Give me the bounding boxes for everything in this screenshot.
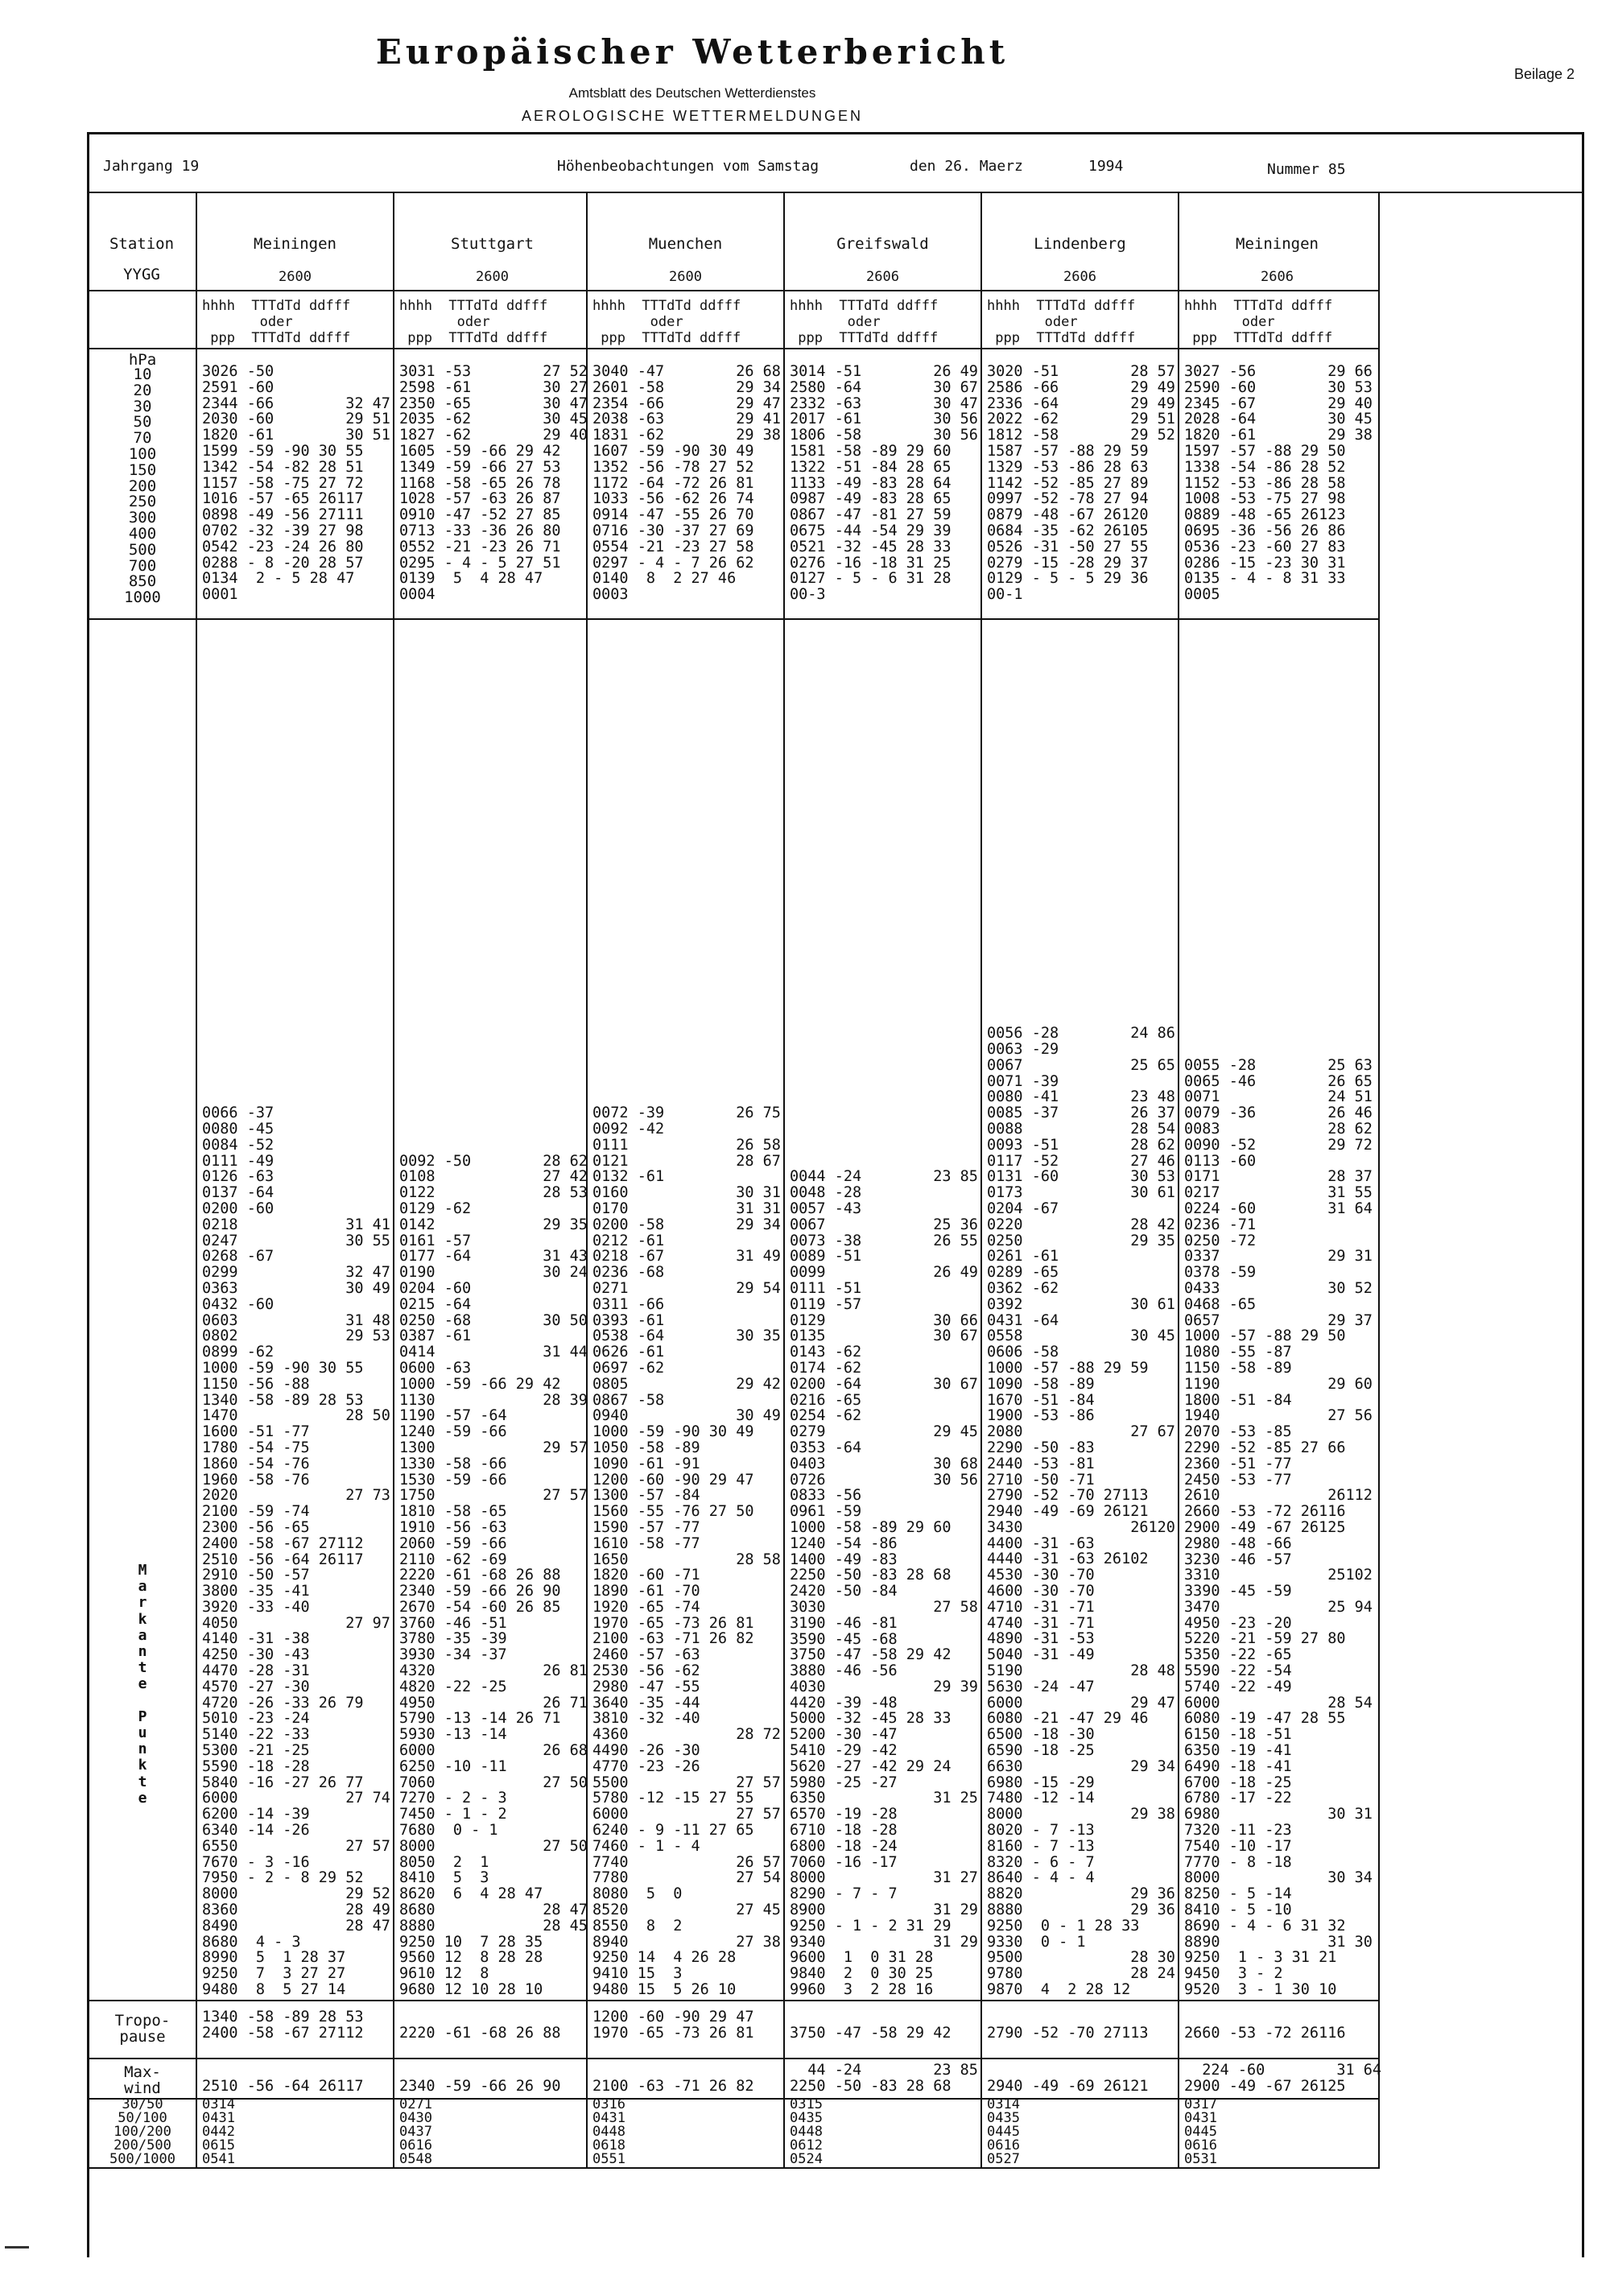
standard-levels: 3020 -51 28 57 2586 -66 29 49 2336 -64 29 49 2022 -62 29 51 1812 -58 29 52 1587 -57 -88 29 59 1329 -53 -86 28 63 1142 -52 -85 27 89 0997 -52 -78 27 94 0879 -48 -67 26120 0684 -35 -62 26105 0526 -31 -50 27 55 0279 -15 -28 29 37 0129 - 5 - 5 29 36 00-1 [987,363,1175,604]
rule-3 [87,2000,1378,2001]
pressure-level: 200 [128,477,157,495]
rule-0 [87,290,1378,291]
standard-levels: 3031 -53 27 52 2598 -61 30 27 2350 -65 30 47 2035 -62 30 45 1827 -62 29 40 1605 -59 -66 29 42 1349 -59 -66 27 53 1168 -58 -65 26 78 1028 -57 -63 26 87 0910 -47 -52 27 85 0713 -33 -36 26 80 0552 -21 -23 26 71 0295 - 4 - 5 27 51 0139 5 4 28 47 0004 [399,363,588,604]
tropopause-values: 2220 -61 -68 26 88 [399,2025,561,2042]
pressure-level: 10 [133,365,152,383]
significant-levels: 0072 -39 26 75 0092 -42 0111 26 58 0121 28 67 0132 -61 0160 30 31 0170 31 31 0200 -58 29 34 0212 -61 0218 -67 31 49 0236 -68 0271 29 54 0311 -66 0393 -61 0538 -64 30 35 0626 -61 0697 -62 0805 29 42 0867 -58 0940 30 49 1000 -59 -90 30 49 1050 -58 -89 1090 -61 -91 1200 -60 -90 29 47 1300 -57 -84 1560 -55 -76 27 50 1590 -57 -77 1610 -58 -77 1650 28 58 1820 -60 -71 1890 -61 -70 1920 -65 -74 1970 -65 -73 26 81 2100 -63 -71 26 82 2460 -57 -63 2530 -56 -62 2980 -47 -55 3640 -35 -44 3810 -32 -40 4360 28 72 4490 -26 -30 4770 -23 -26 5500 27 57 5780 -12 -15 27 55 6000 27 57 6240 - 9 -11 27 65 7460 - 1 - 4 7740 26 57 7780 27 54 8080 5 0 8520 27 45 8550 8 2 8940 27 38 9250 14 4 26 28 9410 15 3 9480 15 5 26 10 [592,1105,781,1999]
maxwind-values: 2340 -59 -66 26 90 [399,2078,561,2095]
maxwind-values: 44 -24 23 85 2250 -50 -83 28 68 [790,2062,978,2095]
side-letter: k [138,1610,147,1628]
station-yygg: 2606 [866,269,899,285]
station-yygg: 2606 [1261,269,1294,285]
maxwind-values: 2510 -56 -64 26117 [202,2078,364,2095]
side-letter: r [138,1594,147,1612]
pressure-level: 100 [128,445,157,463]
rule-4 [87,2058,1378,2059]
side-letter: P [138,1708,147,1725]
column-header: hhhh TTTdTd ddfff oder ppp TTTdTd ddfff [592,298,741,346]
report-title: Europäischer Wetterbericht [375,32,1009,72]
standard-levels: 3027 -56 29 66 2590 -60 30 53 2345 -67 29 40 2028 -64 30 45 1820 -61 29 38 1597 -57 -88 29 50 1338 -54 -86 28 52 1152 -53 -86 28 58 1008 -53 -75 27 98 0889 -48 -65 26123 0695 -36 -56 26 86 0536 -23 -60 27 83 0286 -15 -23 30 31 0135 - 4 - 8 31 33 0005 [1184,363,1373,604]
station-yygg: 2600 [669,269,702,285]
shear-label: 200/500 [114,2137,171,2154]
shear-label: 500/1000 [109,2151,175,2167]
pressure-level: 250 [128,493,157,511]
observation-year: 1994 [1088,158,1124,175]
tropopause-values: 3750 -47 -58 29 42 [790,2025,952,2042]
standard-levels: 3026 -50 2591 -60 2344 -66 32 47 2030 -60 29 51 1820 -61 30 51 1599 -59 -90 30 55 1342 -54 -82 28 51 1157 -58 -75 27 72 1016 -57 -65 26117 0898 -49 -56 27111 0702 -32 -39 27 98 0542 -23 -24 26 80 0288 - 8 -20 28 57 0134 2 - 5 28 47 0001 [202,363,390,604]
station-yygg: 2600 [279,269,312,285]
station-name: Greifswald [836,235,929,253]
rule-vertical-1 [393,192,394,2169]
observation-date: den 26. Maerz [910,158,1023,175]
station-name: Meiningen [254,235,336,253]
pressure-level: 700 [128,556,157,575]
significant-levels: 0066 -37 0080 -45 0084 -52 0111 -49 0126 -63 0137 -64 0200 -60 0218 31 41 0247 30 55 0268 -67 0299 32 47 0363 30 49 0432 -60 0603 31 48 0802 29 53 0899 -62 1000 -59 -90 30 55 1150 -56 -88 1340 -58 -89 28 53 1470 28 50 1600 -51 -77 1780 -54 -75 1860 -54 -76 1960 -58 -76 2020 27 73 2100 -59 -74 2300 -56 -65 2400 -58 -67 27112 2510 -56 -64 26117 2910 -50 -57 3800 -35 -41 3920 -33 -40 4050 27 97 4140 -31 -38 4250 -30 -43 4470 -28 -31 4570 -27 -30 4720 -26 -33 26 79 5010 -23 -24 5140 -22 -33 5300 -21 -25 5590 -18 -28 5840 -16 -27 26 77 6000 27 74 6200 -14 -39 6340 -14 -26 6550 27 57 7670 - 3 -16 7950 - 2 - 8 29 52 8000 29 52 8360 28 49 8490 28 47 8680 4 - 3 8990 5 1 28 37 9250 7 3 27 27 9480 8 5 27 14 [202,1105,390,1999]
side-letter: n [138,1741,147,1758]
jahrgang: Jahrgang 19 [103,158,200,175]
station-name: Meiningen [1236,235,1319,253]
tropopause-values: 2790 -52 -70 27113 [987,2025,1149,2042]
maxwind-values: 2940 -49 -69 26121 [987,2078,1149,2095]
pressure-level: 50 [133,413,152,432]
rule-2 [87,618,1378,620]
shear-label: 100/200 [114,2124,171,2140]
side-letter: k [138,1757,147,1774]
side-letter: e [138,1789,147,1807]
column-header: hhhh TTTdTd ddfff oder ppp TTTdTd ddfff [399,298,548,346]
station-yygg: 2606 [1063,269,1096,285]
station-label: Station [109,235,175,253]
pressure-level: 500 [128,540,157,559]
maxwind-values: 224 -60 31 64 2900 -49 -67 26125 [1184,2062,1382,2095]
side-letter: e [138,1675,147,1693]
pressure-level: 1000 [124,588,161,607]
rule-vertical-label [196,192,197,2169]
rule-vertical-end [1378,192,1380,2169]
rule-vertical-4 [980,192,982,2169]
side-letter: a [138,1626,147,1644]
column-header: hhhh TTTdTd ddfff oder ppp TTTdTd ddfff [790,298,939,346]
rule-vertical-5 [1178,192,1179,2169]
significant-levels: 0044 -24 23 85 0048 -28 0057 -43 0067 25 36 0073 -38 26 55 0089 -51 0099 26 49 0111 -51 0119 -57 0129 30 66 0135 30 67 0143 -62 0174 -62 0200 -64 30 67 0216 -65 0254 -62 0279 29 45 0353 -64 0403 30 68 0726 30 56 0833 -56 0961 -59 1000 -58 -89 29 60 1240 -54 -86 1400 -49 -83 2250 -50 -83 28 68 2420 -50 -84 3030 27 58 3190 -46 -81 3590 -45 -68 3750 -47 -58 29 42 3880 -46 -56 4030 29 39 4420 -39 -48 5000 -32 -45 28 33 5200 -30 -47 5410 -29 -42 5620 -27 -42 29 24 5980 -25 -27 6350 31 25 6570 -19 -28 6710 -18 -28 6800 -18 -24 7060 -16 -17 8000 31 27 8290 - 7 - 7 8900 31 29 9250 - 1 - 2 31 29 9340 31 29 9600 1 0 31 28 9840 2 0 30 25 9960 3 2 28 16 [790,1168,978,1999]
station-name: Lindenberg [1034,235,1126,253]
tropopause-label: Tropo- pause [114,2012,171,2046]
observation-type: Höhenbeobachtungen vom Samstag [557,158,819,175]
rule-6 [87,2167,1378,2169]
station-name: Stuttgart [451,235,534,253]
page-mark [5,2238,29,2249]
rule-vertical-3 [783,192,785,2169]
shear-values: 0314 0435 0445 0616 0527 [987,2096,1020,2167]
maxwind-label: Max- wind [124,2063,161,2097]
station-name: Muenchen [648,235,723,253]
side-letter: n [138,1643,147,1660]
pressure-level: 20 [133,381,152,399]
maxwind-values: 2100 -63 -71 26 82 [592,2078,754,2095]
shear-values: 0316 0431 0448 0618 0551 [592,2096,625,2167]
shear-label: 30/50 [122,2096,163,2112]
station-yygg: 2600 [476,269,509,285]
yygg-label: YYGG [123,266,160,283]
side-letter: u [138,1724,147,1741]
significant-levels: 0055 -28 25 63 0065 -46 26 65 0071 24 51 0079 -36 26 46 0083 28 62 0090 -52 29 72 0113 -60 0171 28 37 0217 31 55 0224 -60 31 64 0236 -71 0250 -72 0337 29 31 0378 -59 0433 30 52 0468 -65 0657 29 37 1000 -57 -88 29 50 1080 -55 -87 1150 -58 -89 1190 29 60 1800 -51 -84 1940 27 56 2070 -53 -85 2290 -52 -85 27 66 2360 -51 -77 2450 -53 -77 2610 26112 2660 -53 -72 26116 2900 -49 -67 26125 2980 -48 -66 3230 -46 -57 3310 25102 3390 -45 -59 3470 25 94 4950 -23 -20 5220 -21 -59 27 80 5350 -22 -65 5590 -22 -54 5740 -22 -49 6000 28 54 6080 -19 -47 28 55 6150 -18 -51 6350 -19 -41 6490 -18 -41 6700 -18 -25 6780 -17 -22 6980 30 31 7320 -11 -23 7540 -10 -17 7770 - 8 -18 8000 30 34 8250 - 5 -14 8410 - 5 -10 8690 - 4 - 6 31 32 8890 31 30 9250 1 - 3 31 21 9450 3 - 2 9520 3 - 1 30 10 [1184,1056,1373,1999]
report-section: AEROLOGISCHE WETTERMELDUNGEN [521,108,864,124]
standard-levels: 3014 -51 26 49 2580 -64 30 67 2332 -63 30 47 2017 -61 30 56 1806 -58 30 56 1581 -58 -89 29 60 1322 -51 -84 28 65 1133 -49 -83 28 64 0987 -49 -83 28 65 0867 -47 -81 27 59 0675 -44 -54 29 39 0521 -32 -45 28 33 0276 -16 -18 31 25 0127 - 5 - 6 31 28 00-3 [790,363,978,604]
pressure-level: 30 [133,397,152,415]
shear-values: 0314 0431 0442 0615 0541 [202,2096,235,2167]
column-header: hhhh TTTdTd ddfff oder ppp TTTdTd ddfff [1184,298,1333,346]
shear-values: 0315 0435 0448 0612 0524 [790,2096,823,2167]
significant-levels: 0056 -28 24 86 0063 -29 0067 25 65 0071 -39 0080 -41 23 48 0085 -37 26 37 0088 28 54 0093 -51 28 62 0117 -52 27 46 0131 -60 30 53 0173 30 61 0204 -67 0220 28 42 0250 29 35 0261 -61 0289 -65 0362 -62 0392 30 61 0431 -64 0558 30 45 0606 -58 1000 -57 -88 29 59 1090 -58 -89 1670 -51 -84 1900 -53 -86 2080 27 67 2290 -50 -83 2440 -53 -81 2710 -50 -71 2790 -52 -70 27113 2940 -49 -69 26121 3430 26120 4400 -31 -63 4440 -31 -63 26102 4530 -30 -70 4600 -30 -70 4710 -31 -71 4740 -31 -71 4890 -31 -53 5040 -31 -49 5190 28 48 5630 -24 -47 6000 29 47 6080 -21 -47 29 46 6500 -18 -30 6590 -18 -25 6630 29 34 6980 -15 -29 7480 -12 -14 8000 29 38 8020 - 7 -13 8160 - 7 -13 8320 - 6 - 7 8640 - 4 - 4 8820 29 36 8880 29 36 9250 0 - 1 28 33 9330 0 - 1 9500 28 30 9780 28 24 9870 4 2 28 12 [987,1025,1175,1998]
hpa-label: hPa [128,351,157,369]
pressure-level: 400 [128,525,157,543]
beilage-label: Beilage 2 [1513,66,1575,82]
pressure-level: 150 [128,460,157,479]
shear-label: 50/100 [118,2110,167,2126]
issue-number: Nummer 85 [1267,161,1346,178]
tropopause-values: 1340 -58 -89 28 53 2400 -58 -67 27112 [202,2009,364,2042]
column-header: hhhh TTTdTd ddfff oder ppp TTTdTd ddfff [202,298,351,346]
pressure-level: 850 [128,572,157,591]
side-letter: t [138,1659,147,1677]
side-letter: a [138,1578,147,1596]
rule-1 [87,348,1378,349]
pressure-level: 300 [128,509,157,527]
standard-levels: 3040 -47 26 68 2601 -58 29 34 2354 -66 29 47 2038 -63 29 41 1831 -62 29 38 1607 -59 -90 30 49 1352 -56 -78 27 52 1172 -64 -72 26 81 1033 -56 -62 26 74 0914 -47 -55 26 70 0716 -30 -37 27 69 0554 -21 -23 27 58 0297 - 4 - 7 26 62 0140 8 2 27 46 0003 [592,363,781,604]
rule-top [87,192,1584,193]
tropopause-values: 1200 -60 -90 29 47 1970 -65 -73 26 81 [592,2009,754,2042]
significant-levels: 0092 -50 28 62 0108 27 42 0122 28 53 0129 -62 0142 29 35 0161 -57 0177 -64 31 43 0190 30 24 0204 -60 0215 -64 0250 -68 30 50 0387 -61 0414 31 44 0600 -63 1000 -59 -66 29 42 1130 28 39 1190 -57 -64 1240 -59 -66 1300 29 57 1330 -58 -66 1530 -59 -66 1750 27 57 1810 -58 -65 1910 -56 -63 2060 -59 -66 2110 -62 -69 2220 -61 -68 26 88 2340 -59 -66 26 90 2670 -54 -60 26 85 3760 -46 -51 3780 -35 -39 3930 -34 -37 4320 26 81 4820 -22 -25 4950 26 71 5790 -13 -14 26 71 5930 -13 -14 6000 26 68 6250 -10 -11 7060 27 50 7270 - 2 - 3 7450 - 1 - 2 7680 0 - 1 8000 27 50 8050 2 1 8410 5 3 8620 6 4 28 47 8680 28 47 8880 28 45 9250 10 7 28 35 9560 12 8 28 28 9610 12 8 9680 12 10 28 10 [399,1152,588,1999]
shear-values: 0317 0431 0445 0616 0531 [1184,2096,1217,2167]
side-letter: M [138,1562,147,1579]
tropopause-values: 2660 -53 -72 26116 [1184,2025,1346,2042]
pressure-level: 70 [133,429,152,448]
side-letter: t [138,1773,147,1790]
report-subtitle: Amtsblatt des Deutschen Wetterdienstes [568,85,816,101]
shear-values: 0271 0430 0437 0616 0548 [399,2096,432,2167]
column-header: hhhh TTTdTd ddfff oder ppp TTTdTd ddfff [987,298,1136,346]
